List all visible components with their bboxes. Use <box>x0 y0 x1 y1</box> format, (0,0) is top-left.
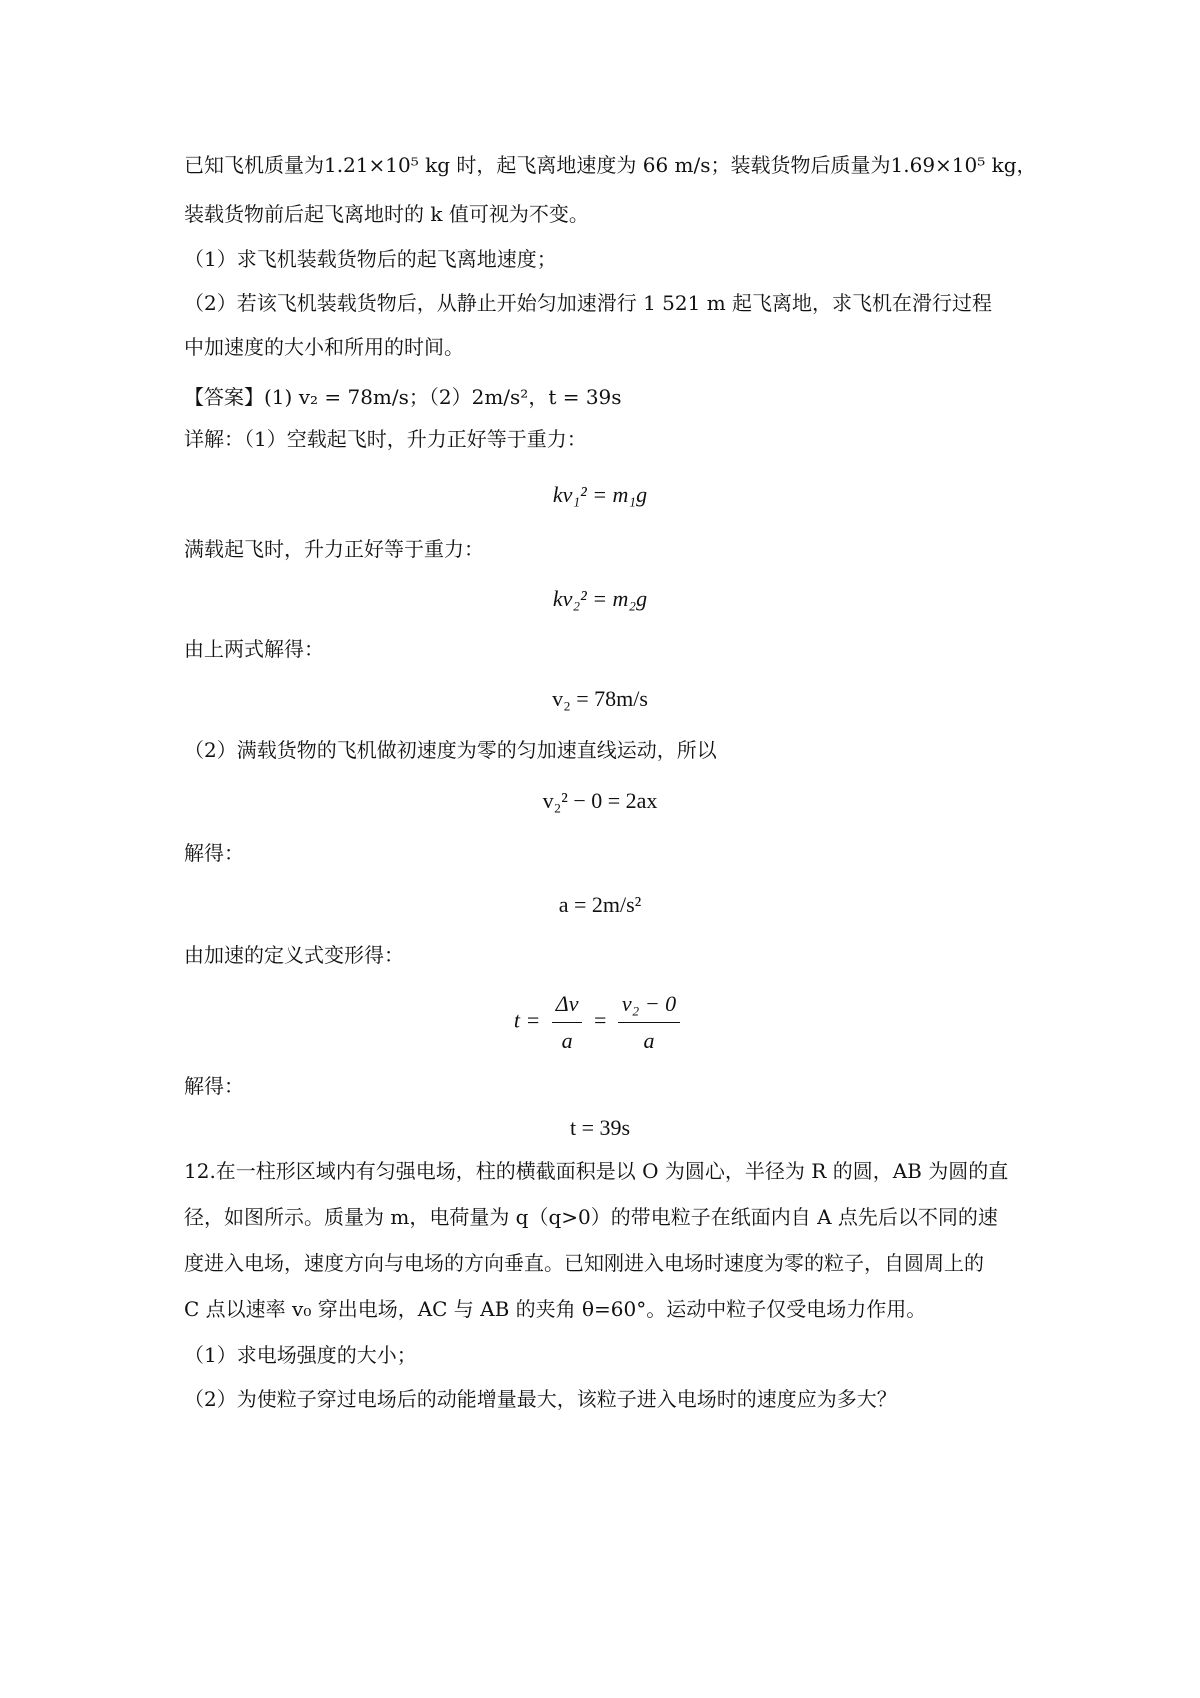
question-2-line-2: 中加速度的大小和所用的时间。 <box>184 335 464 359</box>
question-2-line-1: （2）若该飞机装载货物后，从静止开始匀加速滑行 1 521 m 起飞离地，求飞机在滑行过程 <box>184 291 993 315</box>
fraction-v2-over-a <box>618 990 680 1055</box>
equation-6-equals: = <box>593 1007 607 1033</box>
answer-label: 【答案】 <box>184 385 264 409</box>
equation-7: t = 39s <box>569 1115 631 1140</box>
solution-text-5: 解得： <box>184 841 244 865</box>
equation-5: a = 2m/s² <box>558 892 642 917</box>
equation-2: kv₂² = m₂g <box>552 586 648 611</box>
intro-line-1: 已知飞机质量为1.21×10⁵ kg 时，起飞离地速度为 66 m/s；装载货物后质量为1.69×10⁵ kg， <box>184 153 1037 177</box>
solution-text-2: 满载起飞时，升力正好等于重力： <box>184 537 484 561</box>
problem-12-line-3: 度进入电场，速度方向与电场的方向垂直。已知刚进入电场时速度为零的粒子，自圆周上的 <box>184 1251 984 1275</box>
equation-6-lhs: t = <box>513 1007 541 1033</box>
solution-text-7: 解得： <box>184 1074 244 1098</box>
equation-6 <box>0 990 1200 1055</box>
problem-12-question-2: （2）为使粒子穿过电场后的动能增量最大，该粒子进入电场时的速度应为多大？ <box>184 1387 897 1411</box>
question-1: （1）求飞机装载货物后的起飞离地速度； <box>184 247 557 271</box>
fraction-delta-v-over-a <box>552 990 583 1055</box>
solution-text-3: 由上两式解得： <box>184 637 324 661</box>
solution-intro: 详解：（1）空载起飞时，升力正好等于重力： <box>184 427 587 451</box>
fraction-numerator-1: Δv <box>552 990 583 1023</box>
equation-1: kv₁² = m₁g <box>552 482 648 507</box>
fraction-denominator-2: a <box>643 1028 655 1053</box>
solution-text-4: （2）满载货物的飞机做初速度为零的匀加速直线运动，所以 <box>184 738 717 762</box>
intro-line-2: 装载货物前后起飞离地时的 k 值可视为不变。 <box>184 202 589 226</box>
problem-12-line-2: 径，如图所示。质量为 m，电荷量为 q（q>0）的带电粒子在纸面内自 A 点先后以不同的速 <box>184 1205 998 1229</box>
fraction-numerator-2: v₂ − 0 <box>618 990 680 1023</box>
answer-text: (1) v₂ = 78m/s；（2）2m/s²，t = 39s <box>264 385 622 409</box>
equation-4: v₂² − 0 = 2ax <box>542 788 658 813</box>
problem-12-line-4: C 点以速率 v₀ 穿出电场，AC 与 AB 的夹角 θ=60°。运动中粒子仅受电场力作用。 <box>184 1297 927 1321</box>
fraction-denominator-1: a <box>561 1028 573 1053</box>
solution-text-6: 由加速的定义式变形得： <box>184 943 404 967</box>
problem-12-line-1: 12.在一柱形区域内有匀强电场，柱的横截面积是以 O 为圆心，半径为 R 的圆，AB 为圆的直 <box>184 1159 1009 1183</box>
equation-3: v₂ = 78m/s <box>552 686 648 711</box>
problem-12-question-1: （1）求电场强度的大小； <box>184 1343 417 1367</box>
answer-line <box>184 382 622 412</box>
